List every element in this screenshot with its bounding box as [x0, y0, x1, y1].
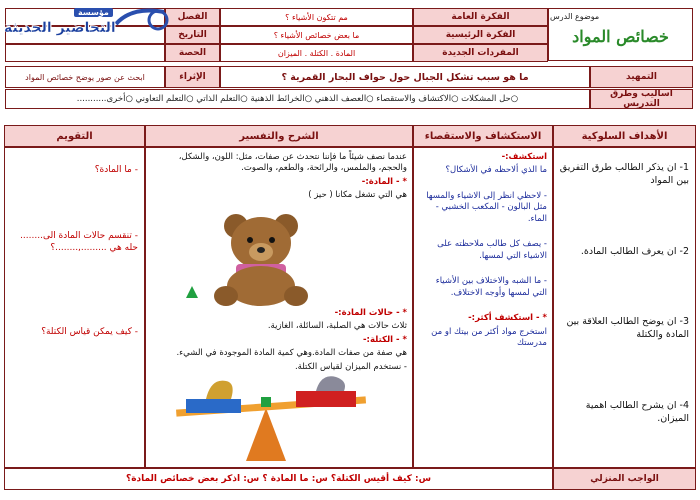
enrichment-label: الإثراء: [165, 66, 220, 88]
general-idea-label: الفكرة العامة: [413, 8, 548, 26]
explore-step-2: - يصف كل طالب ملاحظته على الاشياء التي لمسها.: [437, 239, 547, 261]
main-idea-label: الفكرة الرئيسية: [413, 26, 548, 44]
prep-label: التمهيد: [590, 66, 693, 88]
objective-item: 2- ان يعرف الطالب المادة.: [580, 246, 689, 257]
logo-line2: التحاضير الحديثة: [4, 20, 116, 36]
explore-step-3: - ما الشبه والاختلاف بين الأشياء التي لمسها وأوجه الاختلاف.: [435, 276, 547, 298]
methods-label: أساليب وطرق التدريس: [590, 89, 693, 109]
lesson-title: خصائص المواد: [572, 27, 669, 46]
objective-item: 3- ان يوضح الطالب العلاقة بين المادة والكتلة: [566, 316, 689, 340]
homework-text: س: كيف أقيس الكتلة؟ س: ما المادة ؟ س: اذكر بعض خصائص المادة؟: [4, 468, 553, 490]
balance-scale-image: [166, 373, 376, 463]
methods-value: ○حل المشكلات ○الاكتشاف والاستقصاء ○العصف الذهني ○الخرائط الذهنية ○التعلم الذاتي ○التعلم التعاوني ○أخرى...........: [5, 89, 590, 109]
teddy-bear-image: [206, 208, 316, 308]
matter-def: هي التي تشغل مكانا ( حيز ): [308, 190, 407, 201]
lesson-topic-box: [548, 8, 693, 61]
explore-step-1: - لاحظي انظر إلى الاشياء والمسها مثل البالون - المكعب الخشبي - الماء.: [426, 190, 547, 224]
eval-question-3: - كيف يمكن قياس الكتلة؟: [41, 327, 138, 337]
homework-label: الواجب المنزلي: [553, 468, 696, 490]
matter-head: * - المادة:-: [361, 176, 407, 187]
period-label: الحصة: [165, 44, 220, 62]
new-vocab-label: المفردات الجديدة: [413, 44, 548, 62]
new-vocab-value: المادة . الكتلة . الميزان: [220, 44, 413, 62]
explain-column: [145, 147, 413, 468]
explore-question: ما الذي ألاحظه في الأشكال؟: [445, 165, 547, 176]
objectives-header: الأهداف السلوكية: [553, 125, 696, 147]
main-idea-value: ما بعض خصائص الأشياء ؟: [220, 26, 413, 44]
class-label: الفصل: [165, 8, 220, 26]
green-triangle-icon: [186, 286, 198, 298]
mass-head: * - الكتلة:-: [363, 334, 407, 345]
period-value[interactable]: [5, 44, 165, 62]
objective-item: 4- ان يشرح الطالب اهمية الميزان.: [585, 400, 689, 424]
prep-value: ما هو سبب تشكل الجبال حول حواف البحار القمرية ؟: [220, 66, 590, 88]
objective-item: 1- ان يذكر الطالب طرق التفريق بين المواد: [559, 162, 689, 186]
mass-def: هي صفة من صفات المادة.وهي كمية المادة الموجودة في الشيء.: [176, 348, 407, 359]
general-idea-value: مم تتكون الأشياء ؟: [220, 8, 413, 26]
eval-header: التقويم: [4, 125, 145, 147]
states-text: ثلاث حالات هي الصلبة، السائلة، الغازية.: [267, 321, 407, 332]
explore-more: استخرج مواد أكثر من بيتك او من مدرستك: [431, 326, 547, 349]
logo-line1: مؤسسة: [74, 8, 113, 17]
explain-intro: عندما نصف شيئاً ما فإننا نتحدث عن صفات، مثل: اللون، والشكل، والحجم، والملمس، والرائحة، والطعم، والصوت.: [178, 152, 407, 174]
date-label: التاريخ: [165, 26, 220, 44]
logo-swoosh-icon: [112, 4, 172, 32]
explore-column: [413, 147, 553, 468]
eval-question-1: - ما المادة؟: [94, 165, 138, 175]
scale-text: - نستخدم الميزان لقياس الكتلة.: [294, 361, 407, 372]
logo: [2, 2, 172, 46]
explore-header: الاستكشاف والاستقصاء: [413, 125, 553, 147]
explain-header: الشرح والتفسير: [145, 125, 413, 147]
explore-head: استكشف:-: [501, 152, 547, 162]
eval-column: [4, 147, 145, 468]
lesson-topic-label: موضوع الدرس: [550, 12, 600, 21]
enrichment-value: ابحث عن صور يوضح خصائص المواد: [5, 66, 165, 88]
states-head: * - حالات المادة:-: [334, 308, 407, 318]
objectives-column: [553, 147, 696, 468]
eval-question-2: - تنقسم حالات المادة الى........ حله هي .........,........؟: [20, 231, 138, 254]
explore-more-head: * - استكشف أكثر:-: [468, 313, 547, 324]
